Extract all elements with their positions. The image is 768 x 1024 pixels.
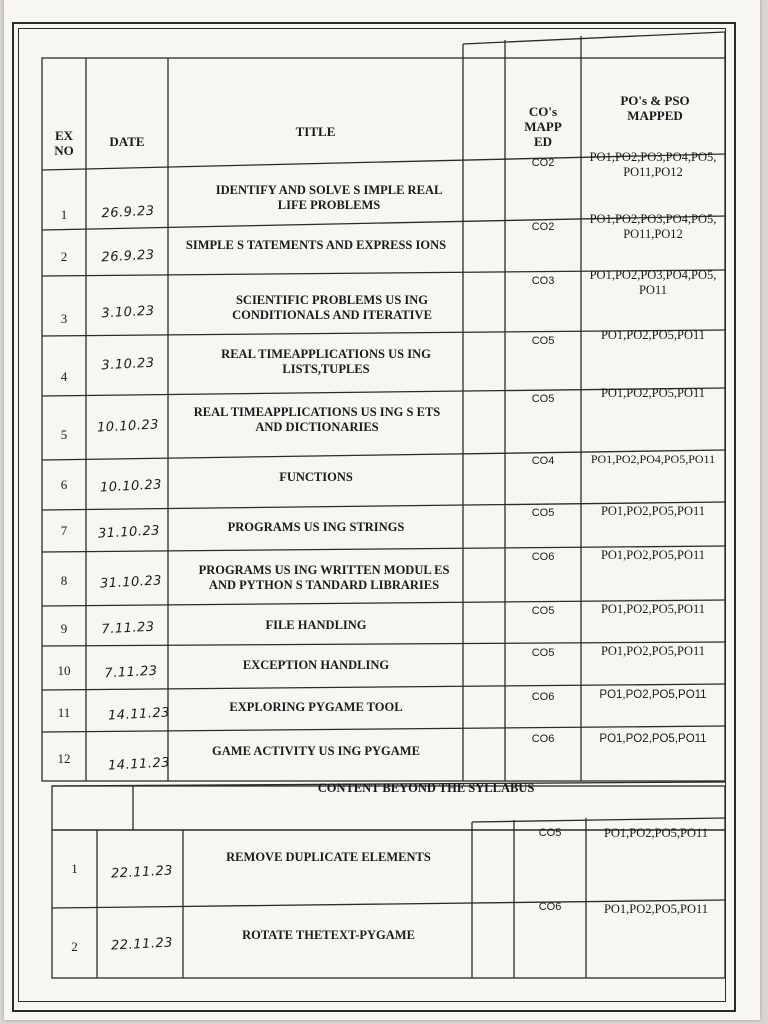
row-9-title: FILE HANDLING [265, 617, 367, 632]
row-3-title: SCIENTIFIC PROBLEMS US ING CONDITIONALS AND ITERATIVE [232, 293, 432, 322]
row-5-co: CO5 [531, 393, 555, 405]
header-title: TITLE [295, 123, 336, 139]
row-3-po: PO1,PO2,PO3,PO4,PO5, PO11 [589, 268, 717, 297]
row-11-co: CO6 [531, 691, 555, 703]
beyond-row-2-ex-no: 2 [71, 938, 78, 954]
row-10-co: CO5 [531, 647, 555, 659]
content-beyond-syllabus-label: CONTENT BEYOND THE SYLLABUS [317, 780, 535, 795]
row-7-title: PROGRAMS US ING STRINGS [227, 519, 405, 534]
row-9-co: CO5 [531, 605, 555, 617]
row-2-date: 26.9.23 [101, 247, 155, 265]
row-3-co: CO3 [531, 275, 555, 287]
row-4-date: 3.10.23 [101, 355, 155, 373]
row-1-title: IDENTIFY AND SOLVE S IMPLE REAL LIFE PROBLEMS [215, 183, 443, 212]
row-5-title: REAL TIMEAPPLICATIONS US ING S ETS AND DICTIONARIES [193, 405, 441, 434]
row-8-po: PO1,PO2,PO5,PO11 [600, 548, 706, 562]
beyond-row-2-co: CO6 [538, 901, 562, 913]
row-10-title: EXCEPTION HANDLING [242, 657, 390, 672]
beyond-row-1-ex-no: 1 [71, 860, 78, 876]
row-7-date: 31.10.23 [97, 522, 161, 542]
row-6-title: FUNCTIONS [279, 469, 353, 484]
row-7-ex-no: 7 [60, 522, 68, 538]
row-4-title: REAL TIMEAPPLICATIONS US ING LISTS,TUPLES [221, 347, 431, 376]
row-7-po: PO1,PO2,PO5,PO11 [600, 504, 706, 518]
row-1-co: CO2 [531, 157, 555, 169]
row-6-po: PO1,PO2,PO4,PO5,PO11 [590, 452, 716, 466]
row-2-po: PO1,PO2,PO3,PO4,PO5, PO11,PO12 [589, 212, 717, 241]
header-po-mapped: PO's & PSO MAPPED [620, 93, 690, 123]
row-5-date: 10.10.23 [96, 416, 160, 436]
beyond-row-2-title: ROTATE THETEXT-PYGAME [242, 927, 415, 942]
row-2-co: CO2 [531, 221, 555, 233]
row-8-date: 31.10.23 [99, 572, 163, 592]
row-11-po: PO1,PO2,PO5,PO11 [599, 689, 707, 701]
row-9-date: 7.11.23 [101, 619, 155, 637]
row-4-ex-no: 4 [60, 368, 68, 384]
beyond-row-1-title: REMOVE DUPLICATE ELEMENTS [226, 849, 431, 864]
row-11-date: 14.11.23 [107, 704, 171, 724]
header-co-mapped: CO's MAPP ED [524, 103, 562, 149]
beyond-row-1-co: CO5 [538, 827, 562, 839]
row-6-co: CO4 [531, 455, 555, 467]
beyond-row-1-po: PO1,PO2,PO5,PO11 [603, 826, 709, 840]
row-8-title: PROGRAMS US ING WRITTEN MODUL ES AND PYTHON S TANDARD LIBRARIES [198, 563, 450, 592]
row-1-date: 26.9.23 [101, 203, 155, 221]
row-6-date: 10.10.23 [99, 476, 163, 496]
row-3-ex-no: 3 [60, 310, 68, 326]
row-12-ex-no: 12 [57, 750, 71, 766]
row-3-date: 3.10.23 [101, 303, 155, 321]
row-5-ex-no: 5 [60, 426, 68, 442]
row-12-po: PO1,PO2,PO5,PO11 [599, 733, 707, 745]
beyond-row-1-date: 22.11.23 [110, 862, 174, 882]
row-11-title: EXPLORING PYGAME TOOL [229, 699, 403, 714]
row-8-co: CO6 [531, 551, 555, 563]
row-9-ex-no: 9 [60, 620, 68, 636]
row-1-po: PO1,PO2,PO3,PO4,PO5, PO11,PO12 [589, 150, 717, 179]
row-12-title: GAME ACTIVITY US ING PYGAME [212, 743, 420, 758]
beyond-row-2-date: 22.11.23 [110, 934, 174, 954]
row-6-ex-no: 6 [60, 476, 68, 492]
row-7-co: CO5 [531, 507, 555, 519]
row-4-co: CO5 [531, 335, 555, 347]
row-1-ex-no: 1 [60, 206, 68, 222]
row-2-title: SIMPLE S TATEMENTS AND EXPRESS IONS [185, 237, 447, 252]
row-9-po: PO1,PO2,PO5,PO11 [600, 602, 706, 616]
row-11-ex-no: 11 [57, 704, 71, 720]
row-4-po: PO1,PO2,PO5,PO11 [600, 328, 706, 342]
row-2-ex-no: 2 [60, 248, 68, 264]
beyond-row-2-po: PO1,PO2,PO5,PO11 [603, 902, 709, 916]
header-date: DATE [109, 133, 145, 149]
row-10-ex-no: 10 [57, 662, 71, 678]
row-10-date: 7.11.23 [104, 663, 158, 681]
row-5-po: PO1,PO2,PO5,PO11 [600, 386, 706, 400]
row-8-ex-no: 8 [60, 572, 68, 588]
header-ex-no: EX NO [54, 128, 74, 158]
row-12-date: 14.11.23 [107, 754, 171, 774]
row-12-co: CO6 [531, 733, 555, 745]
row-10-po: PO1,PO2,PO5,PO11 [600, 644, 706, 658]
